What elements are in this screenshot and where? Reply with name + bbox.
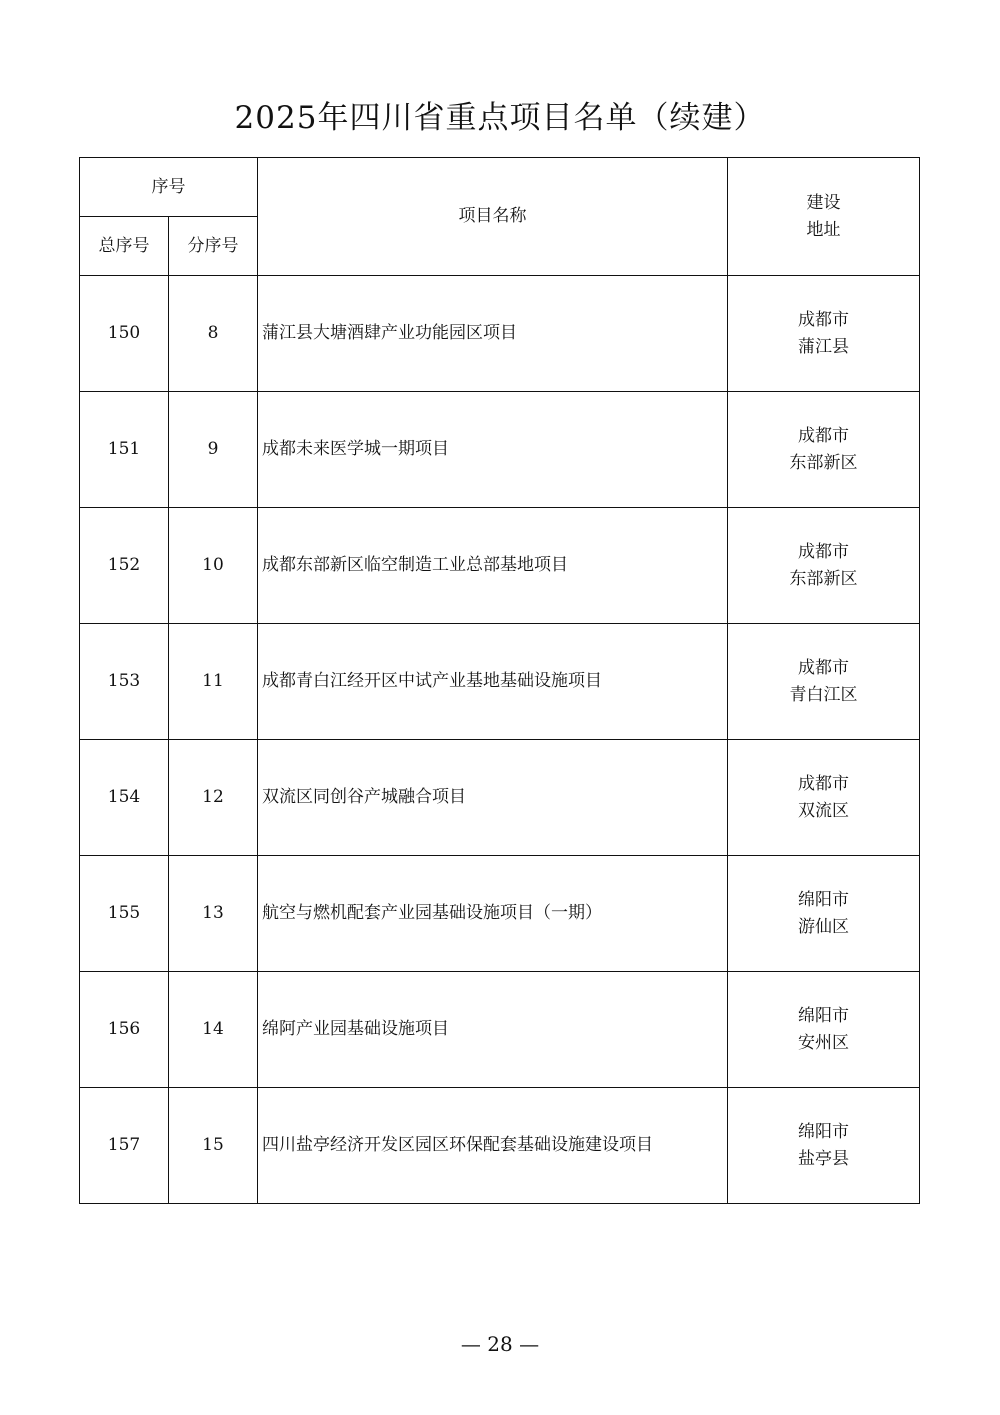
total-seq-cell: 157 <box>80 1088 169 1204</box>
table-row <box>80 624 920 740</box>
location-city: 成都市 <box>798 309 849 330</box>
total-seq-cell: 156 <box>80 972 169 1088</box>
project-name-cell: 双流区同创谷产城融合项目 <box>258 740 728 856</box>
location-city: 成都市 <box>798 657 849 678</box>
header-location-line1: 建设 <box>806 192 841 213</box>
location-city: 绵阳市 <box>798 889 849 910</box>
total-seq-cell: 153 <box>80 624 169 740</box>
table-row <box>80 740 920 856</box>
location-city: 成都市 <box>798 773 849 794</box>
table-row <box>80 972 920 1088</box>
header-project-name: 项目名称 <box>258 158 728 276</box>
location-district: 安州区 <box>798 1032 849 1053</box>
sub-seq-cell: 15 <box>169 1088 258 1204</box>
location-cell <box>728 392 920 508</box>
table-row <box>80 392 920 508</box>
location-city: 绵阳市 <box>798 1121 849 1142</box>
header-sub-seq: 分序号 <box>169 217 258 276</box>
location-cell <box>728 740 920 856</box>
total-seq-cell: 155 <box>80 856 169 972</box>
total-seq-cell: 150 <box>80 276 169 392</box>
sub-seq-cell: 12 <box>169 740 258 856</box>
table-body <box>80 276 920 1204</box>
location-cell <box>728 1088 920 1204</box>
project-name-cell: 绵阿产业园基础设施项目 <box>258 972 728 1088</box>
header-location-line2: 地址 <box>806 219 841 240</box>
project-name-cell: 成都未来医学城一期项目 <box>258 392 728 508</box>
table-row <box>80 276 920 392</box>
sub-seq-cell: 14 <box>169 972 258 1088</box>
project-name-cell: 成都青白江经开区中试产业基地基础设施项目 <box>258 624 728 740</box>
sub-seq-cell: 9 <box>169 392 258 508</box>
location-district: 东部新区 <box>789 568 858 589</box>
total-seq-cell: 152 <box>80 508 169 624</box>
location-cell <box>728 972 920 1088</box>
project-table <box>79 157 920 1204</box>
table-row <box>80 856 920 972</box>
total-seq-cell: 151 <box>80 392 169 508</box>
table-row <box>80 508 920 624</box>
location-district: 盐亭县 <box>798 1148 849 1169</box>
project-name-cell: 航空与燃机配套产业园基础设施项目（一期） <box>258 856 728 972</box>
project-name-cell: 蒲江县大塘酒肆产业功能园区项目 <box>258 276 728 392</box>
project-name-cell: 成都东部新区临空制造工业总部基地项目 <box>258 508 728 624</box>
table-row <box>80 1088 920 1204</box>
page-title: 2025年四川省重点项目名单（续建） <box>234 100 766 136</box>
location-district: 东部新区 <box>789 452 858 473</box>
location-cell <box>728 856 920 972</box>
total-seq-cell: 154 <box>80 740 169 856</box>
sub-seq-cell: 13 <box>169 856 258 972</box>
page-number: — 28 — <box>460 1332 540 1356</box>
location-city: 成都市 <box>798 541 849 562</box>
header-seq-group: 序号 <box>80 158 258 217</box>
header-location <box>728 158 920 276</box>
location-cell <box>728 624 920 740</box>
location-district: 双流区 <box>798 800 849 821</box>
sub-seq-cell: 8 <box>169 276 258 392</box>
sub-seq-cell: 10 <box>169 508 258 624</box>
project-name-cell: 四川盐亭经济开发区园区环保配套基础设施建设项目 <box>258 1088 728 1204</box>
location-cell <box>728 508 920 624</box>
location-cell <box>728 276 920 392</box>
location-district: 青白江区 <box>789 684 858 705</box>
location-city: 成都市 <box>798 425 849 446</box>
sub-seq-cell: 11 <box>169 624 258 740</box>
header-total-seq: 总序号 <box>80 217 169 276</box>
location-city: 绵阳市 <box>798 1005 849 1026</box>
location-district: 游仙区 <box>798 916 849 937</box>
location-district: 蒲江县 <box>798 336 849 357</box>
